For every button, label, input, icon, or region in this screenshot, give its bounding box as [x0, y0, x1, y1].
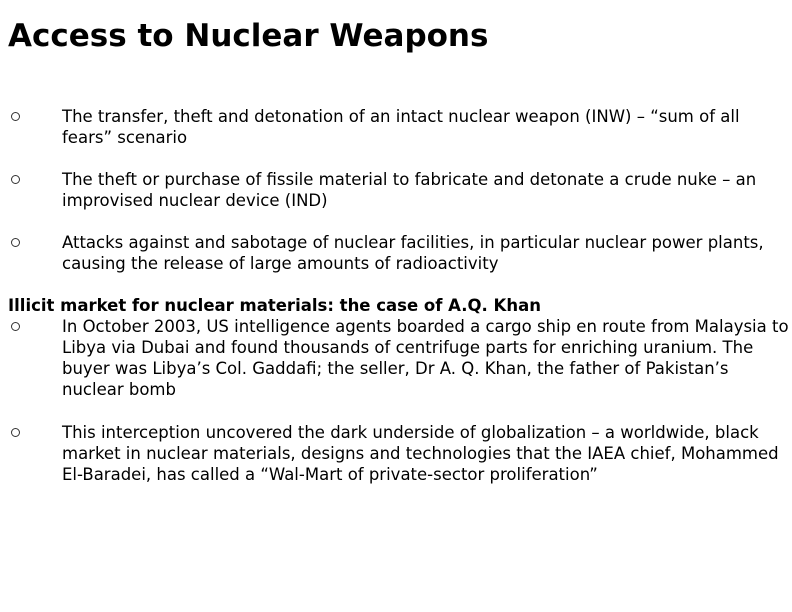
hollow-circle-bullet-icon	[11, 175, 20, 184]
bullet-text: This interception uncovered the dark underside of globalization – a worldwide, black market in nuclear materials, designs and technologies that the IAEA chief, Mohammed El-Baradei, has called a “Wal-Mart of private-sector proliferation”	[62, 423, 779, 484]
hollow-circle-bullet-icon	[11, 322, 20, 331]
bullet-text: The theft or purchase of fissile material to fabricate and detonate a crude nuke – an improvised nuclear device (IND)	[62, 170, 757, 210]
hollow-circle-bullet-icon	[11, 428, 20, 437]
bullet-text: The transfer, theft and detonation of an intact nuclear weapon (INW) – “sum of all fears” scenario	[62, 107, 740, 147]
slide-title: Access to Nuclear Weapons	[8, 18, 489, 54]
bullet-text: Attacks against and sabotage of nuclear facilities, in particular nuclear power plants, causing the release of large amounts of radioactivity	[62, 233, 764, 273]
bullet-text: In October 2003, US intelligence agents boarded a cargo ship en route from Malaysia to Libya via Dubai and found thousands of centrifuge parts for enriching uranium. The buyer was Libya’s Col. Gaddafi; the seller, Dr A. Q. Khan, the father of Pakistan’s nuclear bomb	[62, 317, 789, 399]
hollow-circle-bullet-icon	[11, 112, 20, 121]
section-heading: Illicit market for nuclear materials: the case of A.Q. Khan	[8, 296, 541, 315]
hollow-circle-bullet-icon	[11, 238, 20, 247]
